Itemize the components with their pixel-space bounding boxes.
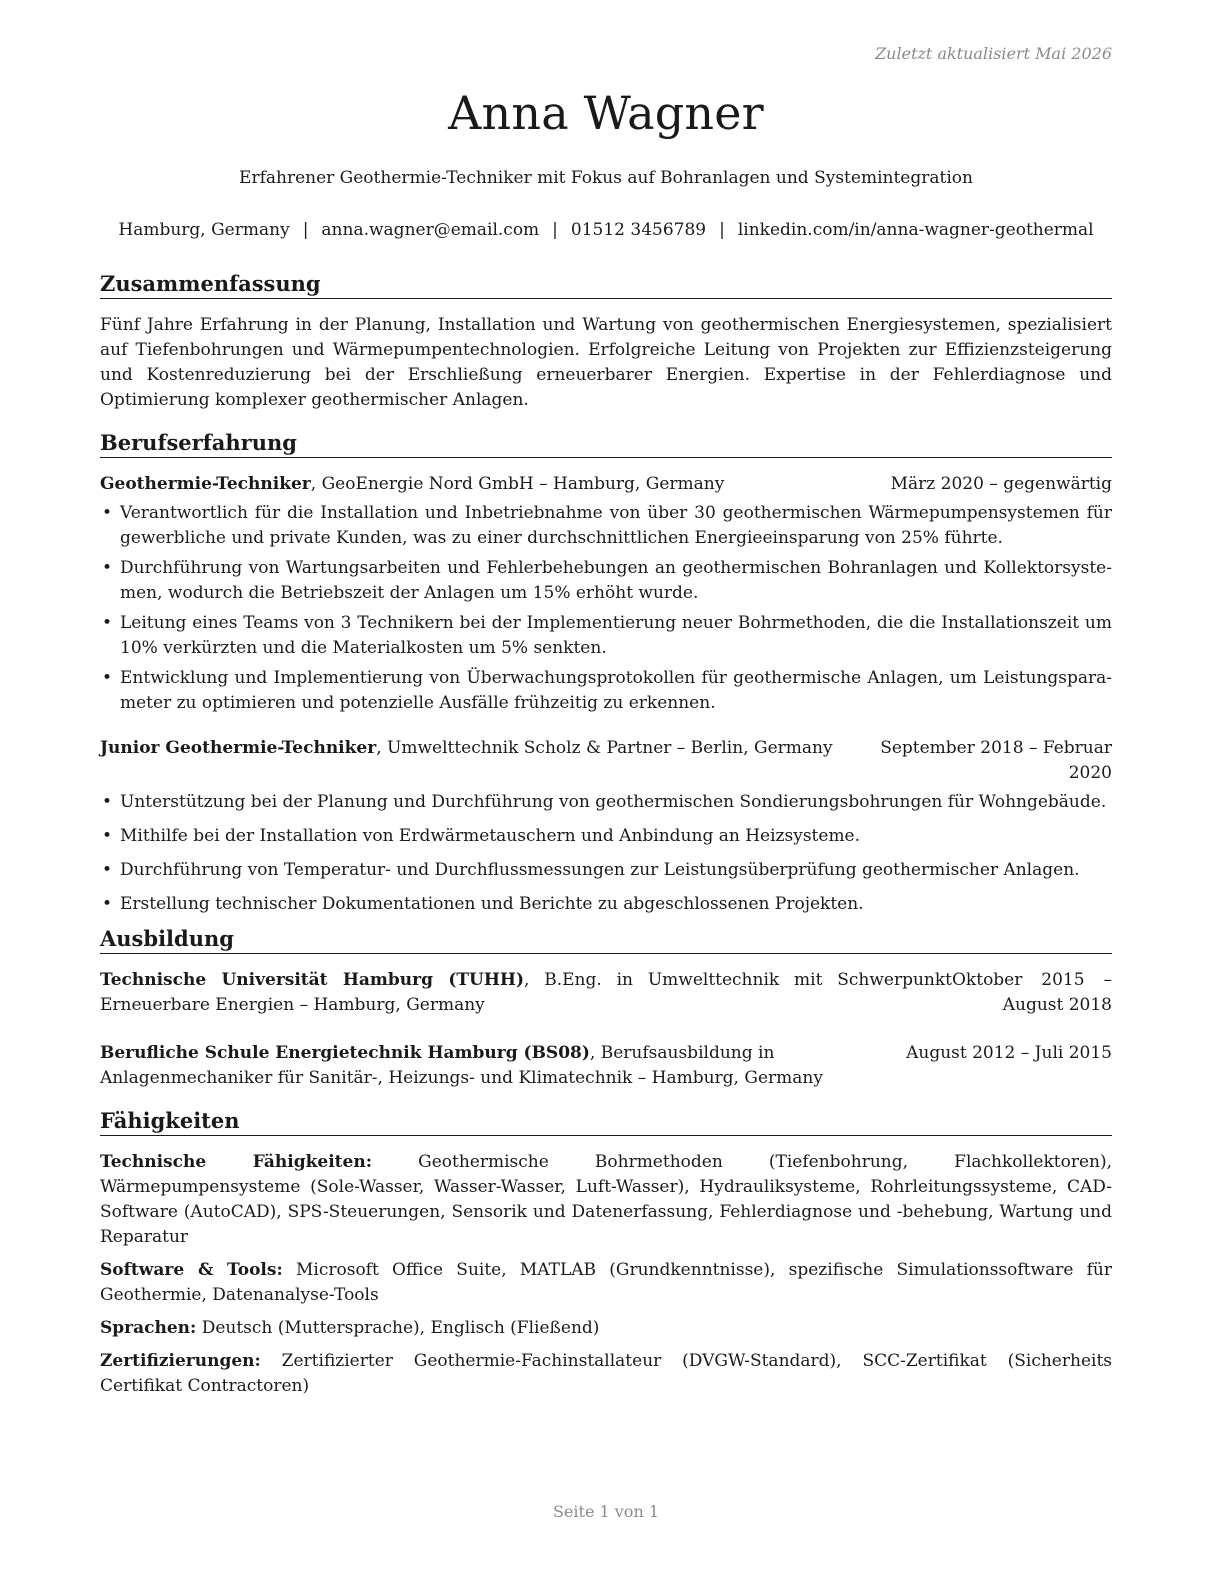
- contact-separator: |: [552, 220, 558, 240]
- job-entry: [100, 472, 1112, 716]
- job-bullet: • Erstellung technischer Dokumentationen und Berichte zu abgeschlossenen Projekten.: [100, 892, 1112, 917]
- education-dates: August 2012 – Juli 2015: [906, 1043, 1112, 1063]
- job-bullets: [100, 790, 1112, 917]
- skills-heading: Fähigkeiten: [100, 1108, 1112, 1136]
- contact-separator: |: [719, 220, 725, 240]
- education-section: [100, 926, 1112, 1091]
- job-bullet: • Durchführung von Temperatur- und Durchflussmessungen zur Leistungsüberprüfung geothermischer Anlagen.: [100, 858, 1112, 883]
- job-dates: März 2020 – gegenwärtig: [890, 474, 1112, 494]
- job-title-line: [100, 736, 877, 761]
- job-bullet: • Entwicklung und Implementierung von Überwachungsprotokollen für geothermische Anlagen, um Leistungsparameter zu optimieren und potenzielle Ausfälle frühzeitig zu erkennen.: [100, 666, 1112, 716]
- skills-item: [100, 1316, 1112, 1341]
- skills-label: Technische Fähigkeiten:: [100, 1152, 372, 1172]
- education-school: Technische Universität Hamburg (TUHH): [100, 970, 525, 990]
- last-updated-note: Zuletzt aktualisiert Mai 2026: [875, 44, 1112, 63]
- job-bullets: [100, 501, 1112, 716]
- education-heading: Ausbildung: [100, 926, 1112, 954]
- job-employer: , GeoEnergie Nord GmbH – Hamburg, Germany: [310, 474, 725, 494]
- education-row: [100, 968, 1112, 1018]
- contact-separator: |: [302, 220, 309, 240]
- skills-text: Microsoft Office Suite, MATLAB (Grundkenntnisse), spezifische Simulationssoftware für Geothermie, Datenanalyse-Tools: [100, 1260, 1112, 1305]
- education-row: [100, 1041, 1112, 1091]
- candidate-name: Anna Wagner: [448, 86, 764, 140]
- job-bullet: • Durchführung von Wartungsarbeiten und Fehlerbehebungen an geothermischen Bohranlagen und Kollektorsystemen, wodurch die Betriebszeit der Anlagen um 15% erhöht wurde.: [100, 556, 1112, 606]
- job-employer: , Umwelttechnik Scholz & Partner – Berlin, Germany: [376, 738, 833, 758]
- skills-section: [100, 1108, 1112, 1399]
- skills-item: [100, 1349, 1112, 1399]
- contact-line: [96, 220, 1116, 240]
- job-title-line: [100, 472, 871, 497]
- skills-item: [100, 1150, 1112, 1250]
- education-dates: Oktober 2015 – August 2018: [952, 970, 1112, 1015]
- candidate-tagline: Erfahrener Geothermie-Techniker mit Fokus auf Bohranlagen und Systemintegration: [239, 168, 973, 188]
- job-header: [100, 736, 1112, 786]
- education-degree: , B.Eng. in Umwelttechnik mit Schwerpunkt Erneuerbare Energien – Hamburg, Germany: [100, 970, 952, 1015]
- skills-item: [100, 1258, 1112, 1308]
- skills-label: Sprachen:: [100, 1318, 197, 1338]
- contact-linkedin[interactable]: linkedin.com/in/anna-wagner-geothermal: [737, 220, 1094, 240]
- job-bullet: • Mithilfe bei der Installation von Erdwärmetauschern und Anbindung an Heizsysteme.: [100, 824, 1112, 849]
- education-degree: , Berufsausbildung in Anlagenmechaniker für Sanitär-, Heizungs- und Klimatechnik – Hamburg, Germany: [100, 1043, 823, 1088]
- education-line: [100, 968, 952, 1018]
- job-bullet: • Unterstützung bei der Planung und Durchführung von geothermischen Sondierungsbohrungen für Wohngebäude.: [100, 790, 1112, 815]
- skills-text: Zertifizierter Geothermie-Fachinstallateur (DVGW-Standard), SCC-Zertifikat (Sicherheits Certifikat Contractoren): [100, 1351, 1112, 1396]
- job-title: Geothermie-Techniker: [100, 474, 311, 494]
- job-title: Junior Geothermie-Techniker: [100, 738, 377, 758]
- page-number: Seite 1 von 1: [552, 1502, 660, 1521]
- contact-phone[interactable]: 01512 3456789: [570, 220, 707, 240]
- contact-location: Hamburg, Germany: [118, 220, 290, 240]
- summary-text: Fünf Jahre Erfahrung in der Planung, Installation und Wartung von geothermischen Energiesystemen, spezialisiert auf Tiefenbohrungen und Wärmepumpentechnologien. Erfolgreiche Leitung von Projekten zur Effizienzsteigerung und Kostenreduzierung bei der Erschließung erneuerbarer Energien. Expertise in der Fehlerdiagnose und Optimierung komplexer geothermischer Anlagen.: [100, 315, 1112, 410]
- contact-email[interactable]: anna.wagner@email.com: [321, 220, 540, 240]
- education-entry: [100, 1041, 1112, 1091]
- experience-section: [100, 430, 1112, 917]
- skills-label: Zertifizierungen:: [100, 1351, 261, 1371]
- resume-page: [100, 0, 1112, 1584]
- summary-heading: Zusammenfassung: [100, 271, 1112, 299]
- job-bullet: • Verantwortlich für die Installation und Inbetriebnahme von über 30 geothermischen Wärmepumpensystemen für gewerbliche und private Kunden, was zu einer durchschnittlichen Energieeinsparung von 25% führte.: [100, 501, 1112, 551]
- job-bullet: • Leitung eines Teams von 3 Technikern bei der Implementierung neuer Bohrmethoden, die die Installationszeit um 10% verkürzten und die Materialkosten um 5% senkten.: [100, 611, 1112, 661]
- skills-text: Geothermische Bohrmethoden (Tiefenbohrung, Flachkollektoren), Wärmepumpensysteme (Sole-Wasser, Wasser-Wasser, Luft-Wasser), Hydrauliksysteme, Rohrleitungssysteme, CAD-Software (AutoCAD), SPS-Steuerungen, Sensorik und Datenerfassung, Fehlerdiagnose und -behebung, Wartung und Reparatur: [100, 1152, 1113, 1247]
- job-entry: [100, 736, 1112, 917]
- job-header: [100, 472, 1112, 497]
- skills-label: Software & Tools:: [100, 1260, 283, 1280]
- skills-text: Deutsch (Muttersprache), Englisch (Fließend): [196, 1318, 600, 1338]
- education-entry: [100, 968, 1112, 1018]
- education-school: Berufliche Schule Energietechnik Hamburg (BS08): [100, 1043, 590, 1063]
- resume-content: [100, 271, 1112, 1407]
- experience-heading: Berufserfahrung: [100, 430, 1112, 458]
- job-dates: September 2018 – Februar 2020: [880, 738, 1112, 783]
- summary-section: [100, 271, 1112, 413]
- education-line: [100, 1041, 886, 1091]
